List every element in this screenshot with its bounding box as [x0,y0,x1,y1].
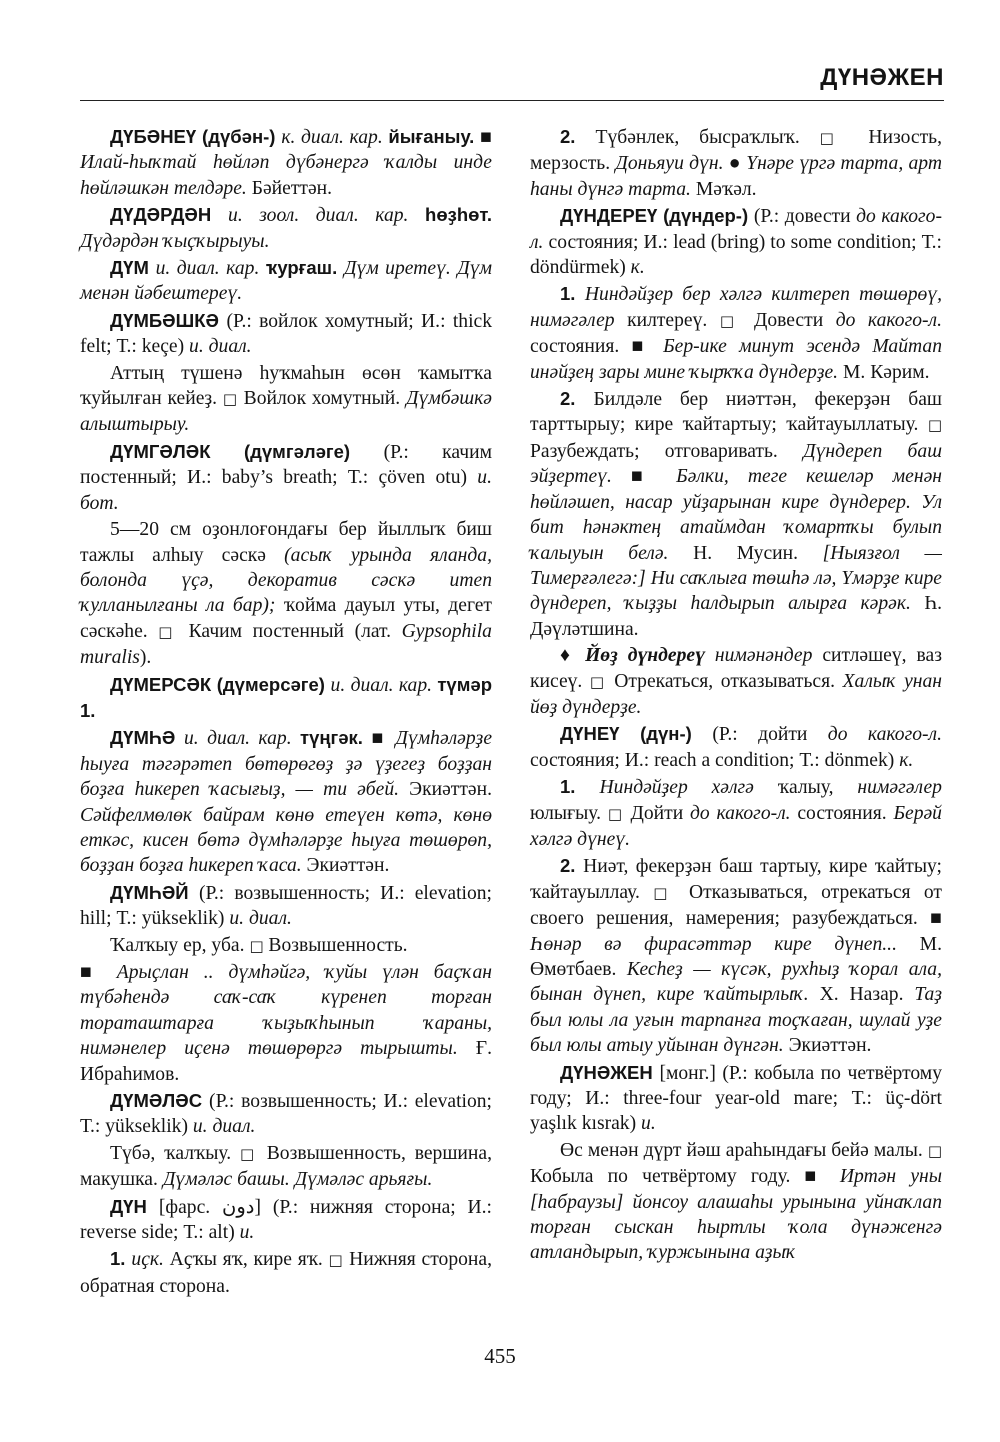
headword-text: 1. [560,283,585,305]
bullet-marker-icon: ■ [371,728,396,750]
entry-text: ). [139,647,152,669]
entry-text: Х. Назар. [819,984,915,1006]
entry-text: Үнәре үргә тарта, арт һаны дүнгә тарта. [530,153,942,200]
square-marker-icon: □ [249,936,269,955]
entry-text: [Ныязғол — Тимерғәлегә:] Ни саҡлыға төшһә лә, Үмәрҙе кире дүндереп, ҡыҙҙы һалдырып алырға кәрәк. [530,542,942,615]
dictionary-entry-dunazhen-2 [530,1138,942,1266]
entry-text: Һ. Дәүләтшина. [530,593,942,640]
entry-text: Качим постенный (лат. [188,620,402,642]
square-marker-icon: □ [239,1144,267,1163]
entry-text: Иртән уны [һабраузы] йонсоу алашаһы урынына уйнаҡлап торған сыскан һыртлы ҡола дүнәженгә атландырып, ҡуржынына аҙыҡ [530,1166,943,1264]
headword-text: һөҙһөт. [425,204,492,226]
entry-text: Һөнәр вә фирасәттәр кире дүнеп... [530,933,920,955]
dictionary-entry-dubaneu [80,124,492,201]
dictionary-entry-dundereu-2 [530,386,942,642]
dictionary-entry-dumalas-1 [80,1088,492,1140]
dictionary-entry-duneu-1 [530,774,942,852]
entry-text: Түбә, ҡалҡыу. [110,1142,240,1164]
entry-text: и. [641,1113,656,1135]
entry-text: ҡойма дауыл уты, дегет сәскәһе. [80,595,492,642]
headword-text: ДҮМЕРСӘК (дүмерсәге) [110,673,331,695]
headword-text: ДҮМҺӘ [110,727,184,749]
entry-text: до какого-л. [530,206,943,253]
entry-text: Низость, мерзость. [530,127,942,175]
entry-text: Экиәттән. [306,855,390,877]
entry-text: нимәнәндер [714,645,823,667]
entry-text: Билдәле бер ниәттән, фекерҙән баш тарттырыу; кире ҡайтартыу; ҡайтауыллатыу. [530,389,942,436]
entry-text: Мәҡәл. [695,178,757,200]
entry-text: Отказываться, отрекаться от своего решения, намерения; разубеждаться. [530,881,942,930]
square-marker-icon: □ [719,311,754,330]
entry-text: (Р.: войлок хомутный; И.: thick felt; Т.: keçe) [80,310,493,358]
entry-text: Возвышенность, вершина, макушка. [80,1142,492,1191]
entry-text: Возвышенность. [268,934,408,956]
headword-text: ДҮМГӘЛӘК (дүмгәләге) [110,440,384,462]
headword-text: ДҮНӘЖЕН [560,1061,660,1083]
headword-text: ДҮНДЕРЕҮ (дүндер-) [560,205,754,227]
entry-text: Ҡалҡыу ер, уба. [110,934,250,956]
bullet-marker-icon: ■ [80,962,117,983]
dictionary-entry-dun-2 [530,124,942,202]
headword-text: ДҮМӘЛӘС [110,1090,210,1112]
square-marker-icon: □ [222,390,244,409]
entry-text: до какого-л. [827,724,942,746]
entry-text: состояния. [797,802,894,824]
headword-text: 2. [560,855,584,877]
bullet-marker-icon: ♦ [560,645,586,667]
dictionary-entry-dun-1 [80,1246,492,1299]
entry-text: 5—20 см оҙонлоғондағы бер йыллыҡ биш тажлы алһыу сәскә [80,519,492,566]
entry-text: Н. Мусин. [693,542,823,564]
entry-text: Ниндәйҙер бер хәлгә килтереп төшөрөү, нимәгәлер [530,284,942,331]
dictionary-entry-dumhay-3 [80,960,492,1087]
headword-text: йығаныу. [388,126,481,147]
right-column [530,124,942,1267]
entry-text: килтереү. [627,309,720,331]
entry-text: Дүндереп баш эйҙертеү. [530,440,942,488]
entry-text: Нижняя сторона, обратная сторона. [80,1249,492,1297]
entry-text: Аттың түшенә һуҡмаһын өсөн ҡамытҡа ҡуйылған кейеҙ. [80,362,492,410]
dictionary-entry-dumha [80,725,492,878]
dictionary-entry-dumbashka-2 [80,361,492,438]
entry-text: (Р.: возвышенность; И.: elevation; Т.: yükseklik) [80,1091,492,1138]
headword-text: ДҮМҺӘЙ [110,881,199,903]
entry-text: и. зоол. диал. кар. [228,205,426,227]
bullet-marker-icon: ■ [804,1166,840,1188]
square-marker-icon: □ [927,1141,942,1160]
entry-text: (асыҡ урында яланда, болонда үҫә, декоратив сәскә итеп ҡулланылғаны ла бар); [80,544,493,617]
entry-text: Экиәттән. [788,1035,872,1057]
entry-text: Берәй хәлгә дүнеү. [530,802,942,850]
headword-text: түңгәк. [300,727,372,749]
entry-text: М. Өмөтбаев. [530,933,942,980]
square-marker-icon: □ [607,804,631,823]
entry-text: нимәгәлер [857,777,942,799]
running-header [80,64,944,101]
entry-text: М. Кәрим. [842,361,930,383]
entry-text: юлығыу. [530,802,608,824]
headword-text: ҡурғаш. [265,257,344,279]
entry-text: Ниндәйҙер хәлгә [599,777,778,799]
dictionary-entry-dumhay-1 [80,880,492,932]
dictionary-entry-dundereu [530,203,942,280]
dictionary-entry-dunazhen-1 [530,1060,942,1137]
entry-text: к. диал. кар. [281,127,389,148]
entry-text: и. диал. [192,1116,256,1138]
entry-text: (Р.: качим постенный; И.: baby’s breath; Т.: çöven otu) [80,441,492,489]
headword-text: ДҮМ [110,257,156,279]
entry-text: Бер-ике минут эсендә Майтап инәйҙең зары мине ҡырҡҡа дүндерҙе. [530,336,943,383]
entry-text: и. диал. кар. [330,674,438,696]
entry-text: Дүдәрдән ҡыҫҡырыуы. [80,230,270,252]
entry-text: Ниәт, фекерҙән баш тартыу, кире ҡайтыу; ҡайтауыллау. [530,856,942,903]
dictionary-entry-dumgalak-2 [80,517,492,670]
entry-text: к. [899,749,914,771]
entry-text: Сәйфелмөлөк байрам көнө етеүен көтә, көнө еткәс, кисен бөтә дүмһәләрҙе һыуға төшөрөп, боҙҙан боҙға һикереп ҡаса. [80,804,492,877]
entry-text: ситләшеү, ваз кисеү. [530,645,942,692]
entry-text: [фарс. دون] (Р.: нижняя сторона; И.: reverse side; Т.: alt) [80,1196,493,1244]
square-marker-icon: □ [328,1251,350,1270]
entry-text: Бәлки, теге кешеләр менән һөйләшеп, насар уйҙарынан кире дүндерер. Ул бит һәнәктең атаймдан ҡомартҡы булып ҡалыуын белә. [530,466,943,564]
entry-text: до какого-л. [835,309,942,331]
entry-text: (Р.: дойти [712,724,828,746]
dictionary-entry-dudardan [80,202,492,254]
entry-text: Кобыла по четвёртому году. [530,1166,805,1188]
entry-text: к. [630,257,645,279]
headword-text: түмәр 1. [80,673,492,721]
entry-text: Экиәттән. [409,779,492,801]
entry-text: Түбәнлек, бысраҡлыҡ. [595,127,820,148]
headword-text: ДҮН [110,1195,159,1217]
left-column [80,124,492,1300]
square-marker-icon: □ [927,416,942,435]
bullet-marker-icon: ■ [480,127,492,148]
entry-text: Дойти [630,802,690,824]
headword-text: ДҮДӘРДӘН [110,204,229,226]
headword-text: 1. [110,1248,132,1270]
entry-text: Халыҡ унан йөҙ дүндерҙе. [530,670,943,718]
entry-text: Йөҙ дүндереү [585,645,715,667]
entry-text: ҡалыу, [777,777,858,799]
entry-text: и. диал. кар. [183,728,301,750]
entry-text: Gypsophila muralis [80,620,492,669]
headword-text: ДҮБӘНЕҮ (дүбән-) [110,126,282,147]
square-marker-icon: □ [589,672,615,691]
entry-text: Довести [753,309,836,331]
dictionary-entry-dum [80,255,492,307]
entry-text: и. диал. [229,908,292,930]
dictionary-entry-dumbashka-1 [80,308,492,360]
entry-text: Доньяуи дүн. [615,153,729,175]
entry-text: состояния; И.: lead (bring) to some condition; Т.: döndürmek) [530,231,943,279]
page-number: 455 [484,1344,516,1368]
bullet-marker-icon: ■ [631,336,664,358]
entry-text: Таҙ был юлы ла уғын тарпанға тоҫҡаған, шулай уҙе был юлы атыу уйынан дүнгән. [530,984,942,1057]
entry-text: Өс менән дүрт йәш араһындағы бейә малы. [560,1139,928,1161]
dictionary-entry-yoz-dundereu [530,643,942,720]
entry-text: Дүм иретеү. Дүм менән йәбештереү. [80,258,492,305]
entry-text: (Р.: довести [753,206,857,228]
entry-text: (Р.: возвышенность; И.: elevation; hill; Т.: yükseklik) [80,882,492,930]
dictionary-entry-dumgalak-1 [80,439,492,516]
square-marker-icon: □ [819,129,869,147]
entry-text: до какого-л. [690,802,798,824]
headword-text: ДҮМБӘШКӘ [110,309,227,331]
dictionary-entry-dumalas-2 [80,1141,492,1193]
entry-text: Дүмбәшкә алыштырыу. [80,388,492,436]
square-marker-icon: □ [158,622,189,641]
square-marker-icon: □ [653,883,689,902]
entry-text: Арыҫлан .. дүмһәйгә, ҡуйы үлән баҫҡан түбәһендә саҡ-саҡ күренеп торған тораташтарға ҡыҙыҡһынып ҡараны, нимәнелер иҫенә төшөрөргә тырышты. [80,962,492,1060]
entry-text: Ғ. Ибраһимов. [80,1038,492,1085]
dictionary-entry-dundereu-1 [530,281,942,385]
entry-text: Дүмһәләрҙе һыуға тәгәрәтеп бөтөрөгөҙ ҙә үҙегеҙ боҙҙан боҙға һикереп ҡасығыҙ, — ти әбей. [80,728,493,801]
entry-text: иҫк. [131,1249,170,1271]
entry-text: Бәйеттән. [251,177,333,199]
dictionary-entry-dumersak [80,672,492,725]
dictionary-entry-dumhay-2 [80,933,492,959]
entry-text: и. бот. [80,467,492,514]
headword-text: 1. [560,776,600,798]
entry-text: Отрекаться, отказываться. [614,670,843,692]
entry-text: состояния; И.: reach a condition; Т.: dönmek) [530,749,900,771]
bullet-marker-icon: ■ [930,908,942,930]
headword-text: 2. [560,126,596,147]
entry-text: и. диал. [189,336,252,358]
bullet-marker-icon: ■ [630,466,677,488]
dictionary-entry-duneu [530,721,942,773]
entry-text: [монг.] (Р.: кобыла по четвёртому году; И.: three-four year-old mare; Т.: üç-dört yaşlık kısrak) [530,1062,942,1135]
entry-text: Разубеждать; отговаривать. [530,440,804,462]
entry-text: Илай-һыҡтай һөйләп дүбәнергә ҡалды инде һөйләшкән телдәре. [80,152,492,199]
bullet-marker-icon: ● [728,153,747,175]
entry-text: состояния. [530,336,632,358]
headword-text: 2. [560,388,594,410]
dictionary-entry-duneu-2 [530,853,942,1058]
headword-text: ДҮНЕҮ (дүн-) [560,723,713,745]
entry-text: Кесһеҙ — күсәк, рухһыҙ ҡорал ала, бынан дүнеп, кире ҡайтырлыҡ. [530,959,942,1006]
entry-text: Войлок хомутный. [243,388,407,410]
entry-text: и. [239,1222,255,1244]
dictionary-entry-dun [80,1194,492,1246]
entry-text: и. диал. кар. [155,258,266,280]
entry-text: Дүмәләс башы. Дүмәләс арьяғы. [162,1169,433,1191]
running-title: ДҮНӘЖЕН [820,64,944,91]
entry-text: Аҫҡы яҡ, кире яҡ. [169,1249,329,1271]
